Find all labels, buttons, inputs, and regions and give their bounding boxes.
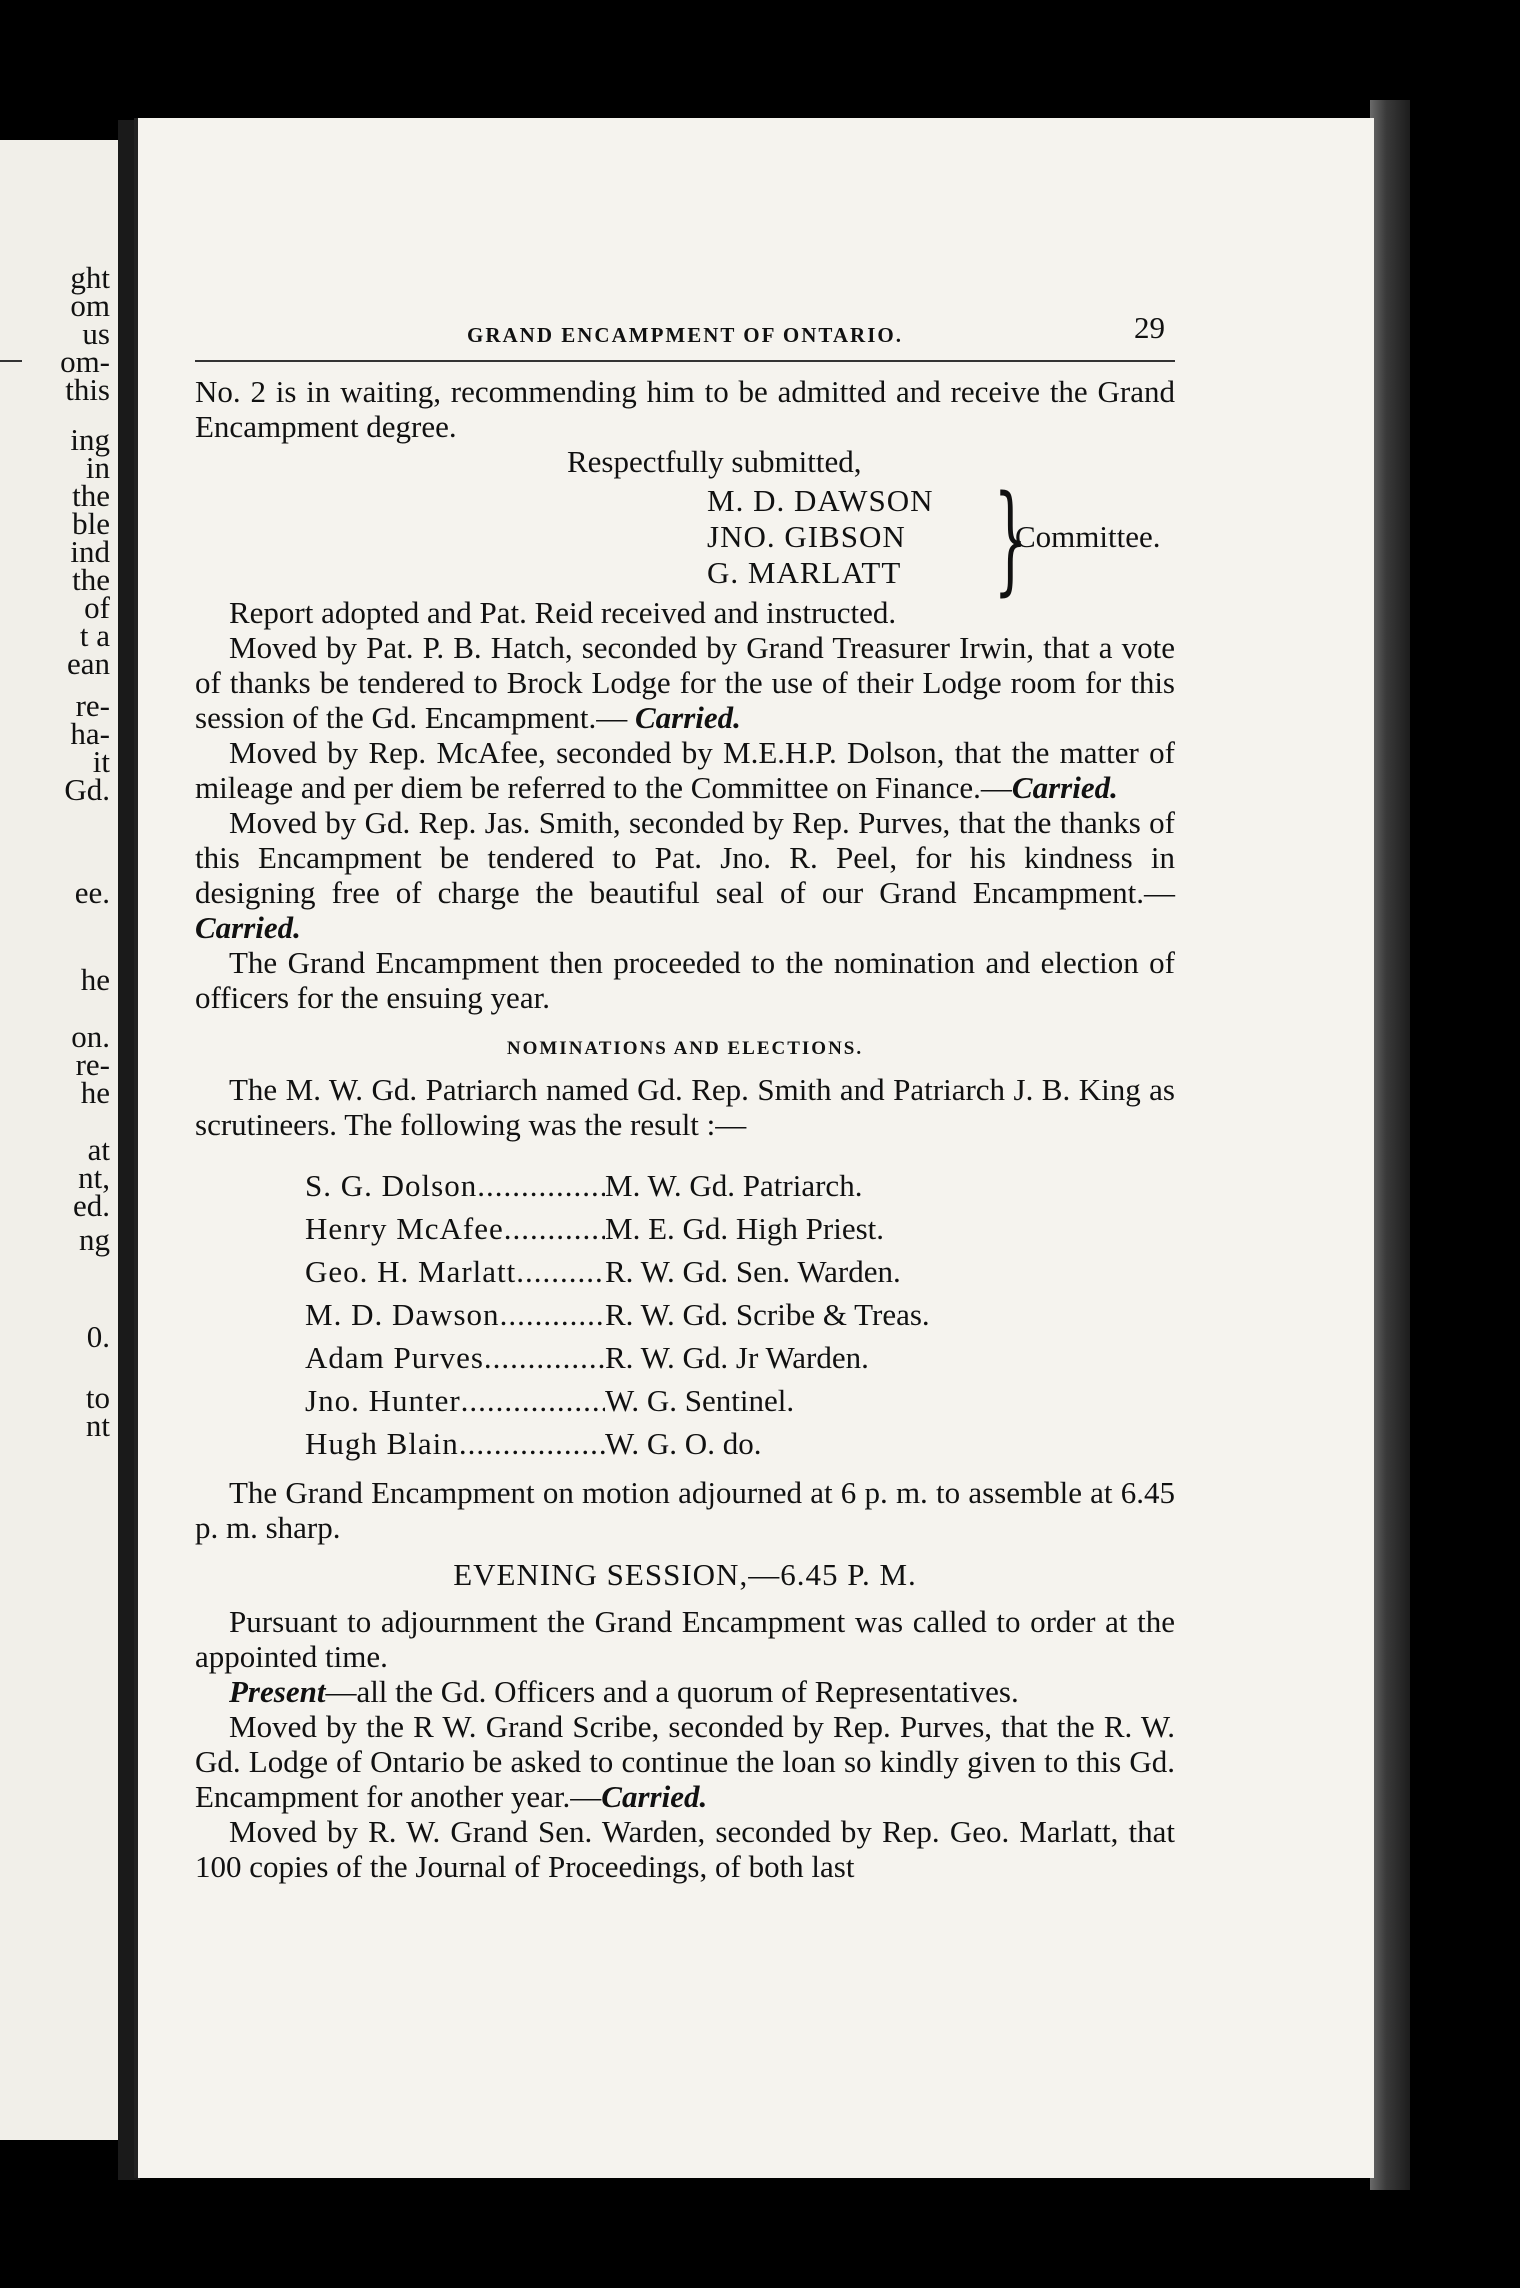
margin-fragment: ble bbox=[72, 506, 110, 541]
margin-fragment: re- bbox=[75, 1047, 110, 1082]
officer-row bbox=[305, 1375, 930, 1418]
committee-signatures bbox=[195, 469, 1175, 607]
page-content bbox=[195, 310, 1175, 1884]
margin-fragment: ha- bbox=[70, 716, 110, 751]
margin-fragment: ght bbox=[70, 260, 110, 295]
margin-dash bbox=[0, 360, 22, 362]
margin-fragment: ean bbox=[66, 646, 110, 681]
margin-fragment: om bbox=[70, 288, 110, 323]
paragraph bbox=[195, 735, 1175, 805]
paragraph bbox=[195, 805, 1175, 945]
present-label: Present bbox=[229, 1674, 326, 1709]
paragraph: The Grand Encampment on motion adjourned at 6 p. m. to assemble at 6.45 p. m. sharp. bbox=[195, 1475, 1175, 1545]
officer-office: W. G. Sentinel. bbox=[605, 1383, 795, 1418]
paragraph: The M. W. Gd. Patriarch named Gd. Rep. Smith and Patriarch J. B. King as scrutineers. The following was the result :— bbox=[195, 1072, 1175, 1142]
paragraph bbox=[195, 1709, 1175, 1814]
committee-member: G. MARLATT bbox=[707, 555, 902, 590]
paragraph: The Grand Encampment then proceeded to the nomination and election of officers for the ensuing year. bbox=[195, 945, 1175, 1015]
carried-label: Carried. bbox=[195, 910, 301, 945]
officer-name: Henry McAfee bbox=[305, 1211, 504, 1246]
margin-fragment: he bbox=[80, 1075, 110, 1110]
officer-office: R. W. Gd. Scribe & Treas. bbox=[605, 1297, 930, 1332]
officer-office: R. W. Gd. Jr Warden. bbox=[605, 1340, 869, 1375]
committee-names bbox=[707, 483, 934, 591]
officer-office: W. G. O. do. bbox=[605, 1426, 762, 1461]
margin-fragment: the bbox=[72, 562, 110, 597]
margin-fragment: 0. bbox=[86, 1319, 110, 1354]
margin-fragment: us bbox=[82, 316, 110, 351]
leader-dots bbox=[459, 1426, 605, 1461]
officer-name-cell bbox=[305, 1375, 605, 1418]
officer-row bbox=[305, 1203, 930, 1246]
leader-dots bbox=[516, 1254, 605, 1289]
present-text: —all the Gd. Officers and a quorum of Representatives. bbox=[325, 1674, 1019, 1709]
officer-name-cell bbox=[305, 1418, 605, 1461]
officer-name: Geo. H. Marlatt bbox=[305, 1254, 517, 1289]
officer-name: Hugh Blain bbox=[305, 1426, 459, 1461]
committee-role: Committee. bbox=[1015, 519, 1161, 554]
margin-fragment: on. bbox=[71, 1019, 110, 1054]
margin-fragment: re- bbox=[75, 688, 110, 723]
previous-page-edge bbox=[0, 140, 118, 2140]
officer-office: M. W. Gd. Patriarch. bbox=[605, 1168, 863, 1203]
officer-name-cell bbox=[305, 1289, 605, 1332]
officers-table bbox=[305, 1160, 930, 1461]
margin-fragment: to bbox=[85, 1380, 110, 1415]
officer-row bbox=[305, 1289, 930, 1332]
officer-name-cell bbox=[305, 1203, 605, 1246]
officer-office: M. E. Gd. High Priest. bbox=[605, 1211, 884, 1246]
header-rule bbox=[195, 360, 1175, 362]
nominations-heading: NOMINATIONS AND ELECTIONS. bbox=[506, 1038, 864, 1059]
leader-dots bbox=[504, 1211, 605, 1246]
motion-text: Moved by Pat. P. B. Hatch, seconded by Grand Treasurer Irwin, that a vote of thanks be tendered to Brock Lodge for the use of their Lodge room for this session of the Gd. Encampment.— bbox=[195, 630, 1175, 735]
margin-fragment: ind bbox=[70, 534, 110, 569]
leader-dots bbox=[477, 1168, 605, 1203]
committee-member: M. D. DAWSON bbox=[707, 483, 934, 518]
brace-glyph: } bbox=[993, 469, 1028, 607]
leader-dots bbox=[484, 1340, 605, 1375]
officer-name: Jno. Hunter bbox=[305, 1383, 461, 1418]
margin-fragment: t a bbox=[79, 618, 110, 653]
margin-fragment: ed. bbox=[72, 1188, 110, 1223]
officer-name-cell bbox=[305, 1246, 605, 1289]
officer-row bbox=[305, 1246, 930, 1289]
running-title: GRAND ENCAMPMENT OF ONTARIO. bbox=[467, 323, 903, 347]
page-header bbox=[195, 310, 1175, 350]
leader-dots bbox=[500, 1297, 605, 1332]
officer-office: R. W. Gd. Sen. Warden. bbox=[605, 1254, 901, 1289]
margin-fragment: he bbox=[80, 962, 110, 997]
carried-label: Carried. bbox=[634, 700, 741, 735]
margin-fragment: of bbox=[84, 590, 110, 625]
committee-member: JNO. GIBSON bbox=[707, 519, 906, 554]
margin-fragment: in bbox=[85, 450, 110, 485]
page-stack-edge bbox=[1370, 100, 1410, 2190]
margin-fragment: ee. bbox=[74, 875, 110, 910]
officer-name: S. G. Dolson bbox=[305, 1168, 478, 1203]
margin-fragment: the bbox=[72, 478, 110, 513]
officer-name: Adam Purves bbox=[305, 1340, 484, 1375]
paragraph bbox=[195, 630, 1175, 735]
officer-name: M. D. Dawson bbox=[305, 1297, 500, 1332]
evening-session-heading: EVENING SESSION,—6.45 P. M. bbox=[453, 1557, 917, 1592]
officer-name-cell bbox=[305, 1332, 605, 1375]
paragraph: Pursuant to adjournment the Grand Encampment was called to order at the appointed time. bbox=[195, 1604, 1175, 1674]
margin-fragment: nt, bbox=[78, 1160, 110, 1195]
leader-dots bbox=[461, 1383, 605, 1418]
motion-text: Moved by Gd. Rep. Jas. Smith, seconded by Rep. Purves, that the thanks of this Encampment be tendered to Pat. Jno. R. Peel, for his kindness in designing free of charge the beautiful seal of our Grand Encampment.— bbox=[195, 805, 1175, 910]
margin-fragment: this bbox=[65, 372, 110, 407]
officer-row bbox=[305, 1418, 930, 1461]
page-number: 29 bbox=[1134, 310, 1165, 345]
margin-fragment: ing bbox=[70, 422, 110, 457]
margin-fragment: nt bbox=[85, 1408, 110, 1443]
margin-fragment: Gd. bbox=[64, 772, 110, 807]
margin-fragment: om- bbox=[60, 344, 110, 379]
officer-name-cell bbox=[305, 1160, 605, 1203]
carried-label: Carried. bbox=[1011, 770, 1118, 805]
margin-fragment: it bbox=[92, 744, 110, 779]
motion-text: Moved by the R W. Grand Scribe, seconded by Rep. Purves, that the R. W. Gd. Lodge of Ontario be asked to continue the loan so kindly given to this Gd. Encampment for another year.— bbox=[195, 1709, 1175, 1814]
carried-label: Carried. bbox=[601, 1779, 708, 1814]
officer-row bbox=[305, 1160, 930, 1203]
motion-text: Moved by Rep. McAfee, seconded by M.E.H.P. Dolson, that the matter of mileage and per diem be referred to the Committee on Finance.— bbox=[195, 735, 1175, 805]
paragraph: Report adopted and Pat. Reid received and instructed. bbox=[229, 595, 897, 630]
margin-fragment: ng bbox=[79, 1222, 110, 1257]
margin-fragment: at bbox=[87, 1132, 110, 1167]
paragraph bbox=[195, 1674, 1175, 1709]
officer-row bbox=[305, 1332, 930, 1375]
paragraph: No. 2 is in waiting, recommending him to be admitted and receive the Grand Encampment degree. bbox=[195, 374, 1175, 444]
signoff: Respectfully submitted, bbox=[567, 444, 862, 479]
paragraph: Moved by R. W. Grand Sen. Warden, seconded by Rep. Geo. Marlatt, that 100 copies of the Journal of Proceedings, of both last bbox=[195, 1814, 1175, 1884]
